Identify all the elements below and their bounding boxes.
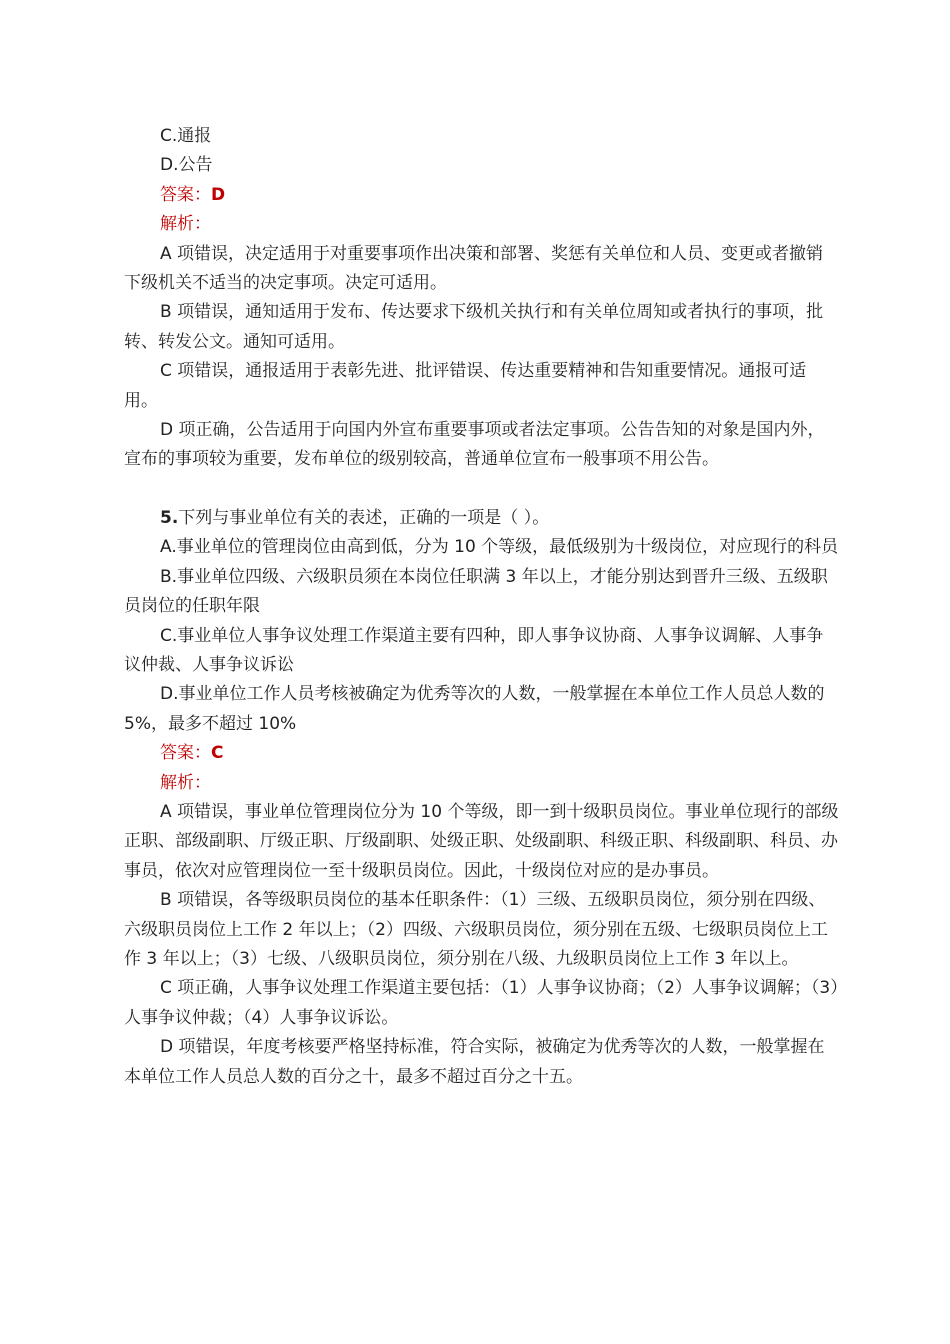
q5-number: 5.	[160, 507, 179, 528]
q4-analysis-label: 解析：	[160, 214, 211, 235]
q4-answer-label: 答案：	[160, 184, 211, 205]
q4-answer	[124, 181, 840, 210]
q5-block	[124, 504, 840, 1092]
q5-option-c: C.事业单位人事争议处理工作渠道主要有四种，即人事争议协商、人事争议调解、人事争议仲裁、人事争议诉讼	[124, 625, 824, 675]
q5-stem-text: 下列与事业单位有关的表述，正确的一项是（ ）。	[178, 507, 550, 528]
question-spacer	[124, 475, 840, 504]
q4-analysis-b: B 项错误，通知适用于发布、传达要求下级机关执行和有关单位周知或者执行的事项，批转、转发公文。通知可适用。	[124, 302, 824, 352]
q4-option-d: D.公告	[160, 155, 213, 176]
q5-analysis-c: C 项正确，人事争议处理工作渠道主要包括：（1）人事争议协商；（2）人事争议调解；（3）人事争议仲裁；（4）人事争议诉讼。	[124, 978, 839, 1028]
q5-option-d: D.事业单位工作人员考核被确定为优秀等次的人数，一般掌握在本单位工作人员总人数的 5%，最多不超过 10%	[124, 684, 825, 734]
q4-answer-value: D	[211, 184, 226, 205]
q4-option-c: C.通报	[160, 126, 212, 146]
q4-block	[124, 122, 840, 475]
document-page	[124, 122, 840, 1092]
q5-analysis-b: B 项错误，各等级职员岗位的基本任职条件：（1）三级、五级职员岗位，须分别在四级、六级职员岗位上工作 2 年以上；（2）四级、六级职员岗位，须分别在五级、七级职员岗位上工作 3 年以上；（3）七级、八级职员岗位，须分别在八级、九级职员岗位上工作 3 年以上。	[124, 890, 828, 969]
q5-analysis-label: 解析：	[160, 772, 211, 793]
q5-analysis-d: D 项错误，年度考核要严格坚持标准，符合实际，被确定为优秀等次的人数，一般掌握在本单位工作人员总人数的百分之十，最多不超过百分之十五。	[124, 1037, 825, 1087]
q4-analysis-c: C 项错误，通报适用于表彰先进、批评错误、传达重要精神和告知重要情况。通报可适用。	[124, 361, 807, 411]
q5-option-a: A.事业单位的管理岗位由高到低，分为 10 个等级，最低级别为十级岗位，对应现行的科员	[160, 537, 839, 558]
q5-answer	[124, 739, 840, 768]
q5-option-b: B.事业单位四级、六级职员须在本岗位任职满 3 年以上，才能分别达到晋升三级、五级职员岗位的任职年限	[124, 566, 828, 617]
q4-analysis-d: D 项正确，公告适用于向国内外宣布重要事项或者法定事项。公告告知的对象是国内外，宣布的事项较为重要，发布单位的级别较高，普通单位宣布一般事项不用公告。	[124, 420, 825, 470]
q4-analysis-a: A 项错误，决定适用于对重要事项作出决策和部署、奖惩有关单位和人员、变更或者撤销下级机关不适当的决定事项。决定可适用。	[124, 243, 824, 294]
q5-answer-value: C	[211, 743, 224, 764]
q5-analysis-a: A 项错误，事业单位管理岗位分为 10 个等级，即一到十级职员岗位。事业单位现行的部级正职、部级副职、厅级正职、厅级副职、处级正职、处级副职、科级正职、科级副职、科员、办事员，依次对应管理岗位一至十级职员岗位。因此，十级岗位对应的是办事员。	[124, 801, 839, 881]
q5-stem	[124, 504, 840, 533]
q5-answer-label: 答案：	[160, 743, 211, 764]
